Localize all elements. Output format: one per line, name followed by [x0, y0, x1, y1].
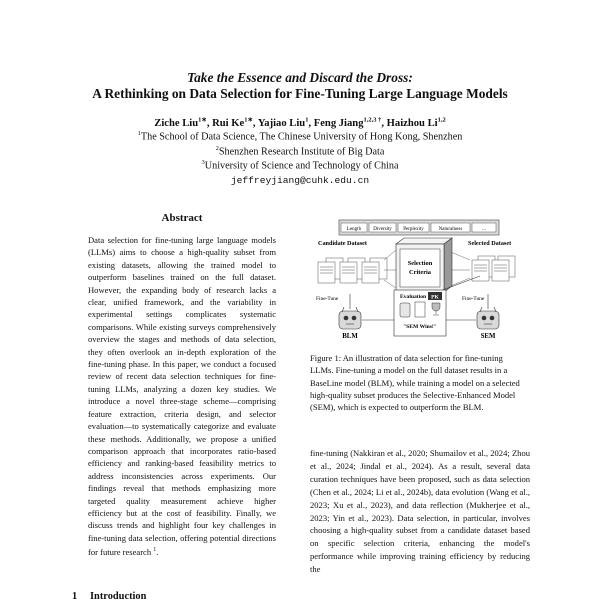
- sem-label: SEM: [480, 333, 496, 340]
- abstract-body: Data selection for fine-tuning large language models (LLMs) aims to choose a high-quality subset from existing datasets, allowing the trained model to outperform baselines trained on the full dataset. However, the expanding body of research lacks a clear, unified framework, and the variability in experimental settings complicates systematic comparisons. While existing surveys comprehensively overview the stages and methods of data selection, they often overlook an in-depth exploration of the fine-tuning phase. In this paper, we conduct a focused review of recent data selection techniques for fine-tuning LLMs, analyzing a dozen key studies. We introduce a novel three-stage scheme—comprising feature extraction, criteria design, and selector evaluation—to systematically categorize and evaluate these methods. Additionally, we propose a unified comparison approach that incorporates ratio-based efficiency and ranking-based feasibility metrics to address inconsistencies across experiments. Our findings reveal that methods emphasizing more targeted quality measurement achieve higher efficiency but at the cost of feasibility. Finally, we discuss trends and highlight four key challenges in fine-tuning data selection, offering potential directions for future research $^1$.: [88, 235, 276, 557]
- candidate-dataset-label: Candidate Dataset: [318, 240, 367, 247]
- svg-text:Selection: Selection: [407, 260, 433, 267]
- svg-text:Evaluation: Evaluation: [400, 294, 427, 300]
- figure-1-caption: Figure 1: An illustration of data selection for fine-tuning LLMs. Fine-tuning a model on the full dataset results in a BaseLine model (BLM), while training a model on a selected high-quality subset produces the Selective-Enhanced Model (SEM), which is expected to outperform the BLM.: [310, 353, 520, 413]
- footnote-mark[interactable]: 1: [153, 547, 157, 554]
- selected-dataset-label: Selected Dataset: [468, 240, 512, 247]
- candidate-documents: [318, 258, 387, 283]
- evaluation-box: [394, 290, 446, 336]
- body-text-right-column: fine-tuning (Nakkiran et al., 2020; Shumailov et al., 2024; Zhou et al., 2024; Jindal et al., 2024). As a result, several data curation techniques have been proposed, such as data selection (Chen et al., 2024; Li et al., 2024b), data evolution (Wang et al., 2023; Xu et al., 2023), and data reflection (Mukherjee et al., 2023; Yin et al., 2023). Data selection, in particular, involves choosing a high-quality subset from a candidate dataset based on specific selection criteria, enhancing the model's performance while improving training efficiency by reducing the: [310, 448, 530, 575]
- author: Ziche Liu$^{1∗}$,: [154, 116, 213, 129]
- sem-robot-icon: [477, 307, 499, 329]
- paper-title-line1: Take the Essence and Discard the Dross:: [187, 70, 413, 85]
- svg-text:Naturalness: Naturalness: [438, 227, 463, 232]
- author: Yajiao Liu$^1$,: [257, 116, 314, 129]
- svg-text:Perplexity: Perplexity: [403, 227, 424, 232]
- criteria-tag: [369, 223, 396, 232]
- blm-label: BLM: [342, 333, 358, 340]
- svg-text:Diversity: Diversity: [373, 227, 392, 232]
- affiliation: $^3$University of Science and Technology of China: [201, 159, 399, 172]
- contact-email[interactable]: jeffreyjiang@cuhk.edu.cn: [230, 175, 370, 186]
- figure-1: [312, 214, 526, 354]
- criteria-tag: [398, 223, 429, 232]
- abstract-heading: Abstract: [161, 212, 203, 224]
- criteria-tag: [431, 223, 470, 232]
- paper-title-line2: A Rethinking on Data Selection for Fine-Tuning Large Language Models: [92, 86, 508, 101]
- blm-robot-icon: [339, 307, 361, 329]
- fine-tune-label-left: Fine-Tune: [316, 296, 339, 302]
- selected-documents: [472, 256, 515, 281]
- sem-wins-text: "SEM Wins!": [403, 324, 437, 330]
- selection-criteria-box: [396, 238, 452, 292]
- author-list: [0, 115, 600, 129]
- svg-text:Criteria: Criteria: [409, 269, 431, 276]
- author: Rui $Ke^{1∗}$,: [212, 116, 258, 129]
- fine-tune-label-right: Fine-Tune: [462, 296, 485, 302]
- section-heading-introduction: 1 Introduction: [72, 591, 147, 602]
- criteria-tag: [341, 223, 367, 232]
- affiliation: $^1$The School of Data Science, The Chinese University of Hong Kong, Shenzhen: [137, 130, 463, 143]
- criteria-tag: [472, 223, 496, 232]
- svg-text:Length: Length: [346, 227, 362, 232]
- figure-1-diagram: [312, 214, 526, 354]
- author: Feng Jiang$^{1,2,3 \dagger}$,: [313, 116, 387, 129]
- pk-badge: PK: [431, 294, 439, 301]
- author: Haizhou Li$^{1,2}$: [386, 116, 446, 129]
- affiliation: $^2$Shenzhen Research Institute of Big Data: [215, 145, 385, 158]
- svg-text:...: ...: [482, 227, 486, 232]
